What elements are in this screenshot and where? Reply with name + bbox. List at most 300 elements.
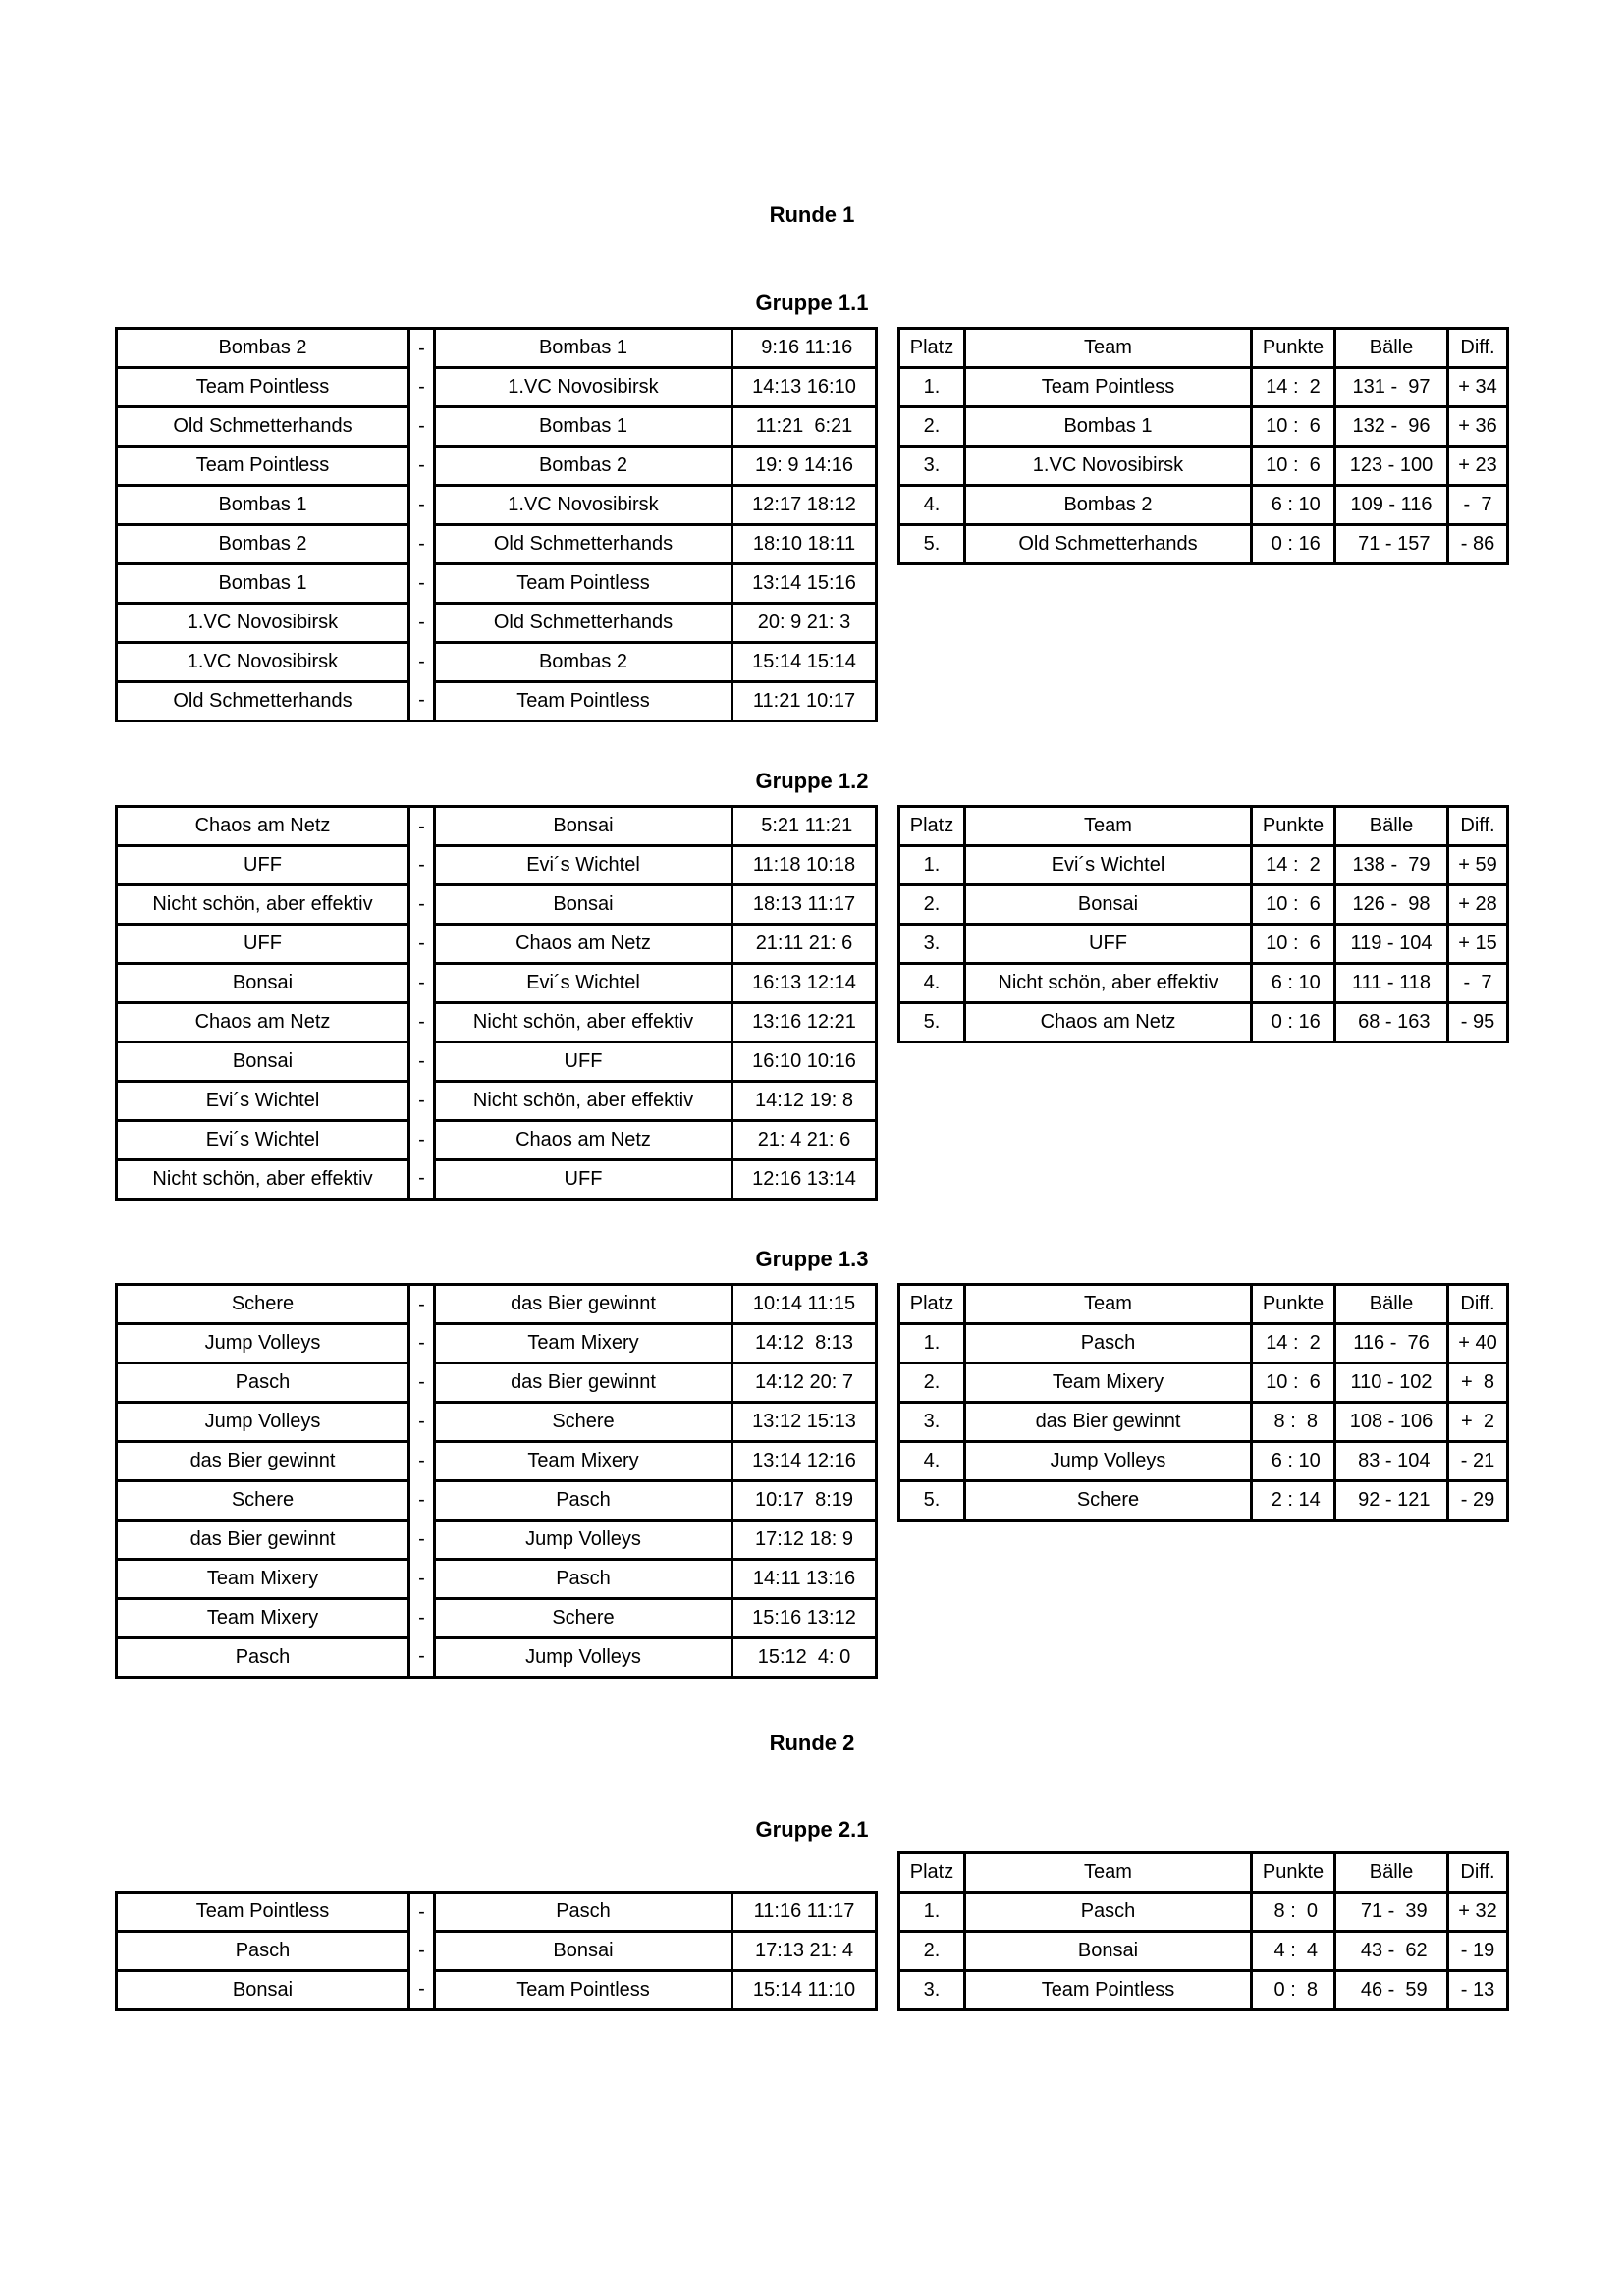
away-team: UFF	[435, 1160, 732, 1200]
header-diff: Diff.	[1448, 807, 1508, 846]
platz-cell: 5.	[899, 1481, 965, 1521]
match-row	[117, 1285, 877, 1324]
away-team: Team Pointless	[435, 564, 732, 604]
baelle-cell: 108 - 106	[1335, 1403, 1448, 1442]
platz-cell: 2.	[899, 885, 965, 925]
platz-cell: 5.	[899, 525, 965, 564]
away-team: Old Schmetterhands	[435, 604, 732, 643]
vs-dash: -	[409, 1324, 435, 1363]
diff-cell: - 95	[1448, 1003, 1508, 1042]
header-punkte: Punkte	[1252, 1853, 1335, 1893]
diff-cell: - 7	[1448, 964, 1508, 1003]
standings-row	[899, 407, 1508, 447]
group-1-2-tables	[115, 805, 1509, 1201]
match-row	[117, 1638, 877, 1678]
vs-dash: -	[409, 604, 435, 643]
team-cell: Schere	[965, 1481, 1252, 1521]
match-result: 15:14 15:14	[732, 643, 877, 682]
match-row	[117, 1481, 877, 1521]
home-team: Bombas 1	[117, 486, 409, 525]
away-team: Schere	[435, 1599, 732, 1638]
home-team: Team Mixery	[117, 1560, 409, 1599]
punkte-cell: 6 : 10	[1252, 964, 1335, 1003]
standings-header-row	[899, 329, 1508, 368]
header-diff: Diff.	[1448, 329, 1508, 368]
team-cell: das Bier gewinnt	[965, 1403, 1252, 1442]
header-baelle: Bälle	[1335, 329, 1448, 368]
away-team: Bombas 2	[435, 447, 732, 486]
baelle-cell: 116 - 76	[1335, 1324, 1448, 1363]
standings-row	[899, 925, 1508, 964]
match-result: 17:12 18: 9	[732, 1521, 877, 1560]
diff-cell: - 19	[1448, 1932, 1508, 1971]
vs-dash: -	[409, 1893, 435, 1932]
team-cell: Pasch	[965, 1893, 1252, 1932]
vs-dash: -	[409, 846, 435, 885]
group-heading-1-1: Gruppe 1.1	[755, 291, 869, 315]
baelle-cell: 71 - 157	[1335, 525, 1448, 564]
match-row	[117, 1599, 877, 1638]
match-row	[117, 1042, 877, 1082]
match-row	[117, 1082, 877, 1121]
match-row	[117, 1932, 877, 1971]
header-platz: Platz	[899, 329, 965, 368]
baelle-cell: 71 - 39	[1335, 1893, 1448, 1932]
header-platz: Platz	[899, 1853, 965, 1893]
baelle-cell: 138 - 79	[1335, 846, 1448, 885]
home-team: Team Pointless	[117, 368, 409, 407]
baelle-cell: 119 - 104	[1335, 925, 1448, 964]
standings-row	[899, 447, 1508, 486]
vs-dash: -	[409, 564, 435, 604]
match-result: 13:12 15:13	[732, 1403, 877, 1442]
diff-cell: + 32	[1448, 1893, 1508, 1932]
platz-cell: 2.	[899, 1932, 965, 1971]
match-row	[117, 525, 877, 564]
match-result: 12:17 18:12	[732, 486, 877, 525]
standings-table-2-1	[897, 1851, 1509, 2011]
standings-table-1-1	[897, 327, 1509, 565]
away-team: das Bier gewinnt	[435, 1363, 732, 1403]
home-team: Bombas 2	[117, 329, 409, 368]
match-result: 17:13 21: 4	[732, 1932, 877, 1971]
away-team: das Bier gewinnt	[435, 1285, 732, 1324]
platz-cell: 4.	[899, 964, 965, 1003]
away-team: Jump Volleys	[435, 1521, 732, 1560]
standings-row	[899, 368, 1508, 407]
match-result: 14:11 13:16	[732, 1560, 877, 1599]
home-team: 1.VC Novosibirsk	[117, 643, 409, 682]
match-result: 13:14 15:16	[732, 564, 877, 604]
vs-dash: -	[409, 1160, 435, 1200]
away-team: Chaos am Netz	[435, 1121, 732, 1160]
diff-cell: + 36	[1448, 407, 1508, 447]
home-team: Pasch	[117, 1638, 409, 1678]
match-row	[117, 1442, 877, 1481]
standings-row	[899, 1442, 1508, 1481]
vs-dash: -	[409, 1363, 435, 1403]
match-results-table-1-2	[115, 805, 878, 1201]
home-team: UFF	[117, 846, 409, 885]
away-team: Chaos am Netz	[435, 925, 732, 964]
away-team: Bombas 1	[435, 329, 732, 368]
vs-dash: -	[409, 885, 435, 925]
baelle-cell: 131 - 97	[1335, 368, 1448, 407]
vs-dash: -	[409, 447, 435, 486]
vs-dash: -	[409, 643, 435, 682]
match-result: 11:18 10:18	[732, 846, 877, 885]
punkte-cell: 14 : 2	[1252, 1324, 1335, 1363]
match-result: 15:12 4: 0	[732, 1638, 877, 1678]
punkte-cell: 10 : 6	[1252, 885, 1335, 925]
match-row	[117, 1971, 877, 2010]
away-team: 1.VC Novosibirsk	[435, 486, 732, 525]
baelle-cell: 109 - 116	[1335, 486, 1448, 525]
standings-row	[899, 1403, 1508, 1442]
diff-cell: - 7	[1448, 486, 1508, 525]
home-team: Old Schmetterhands	[117, 407, 409, 447]
vs-dash: -	[409, 368, 435, 407]
vs-dash: -	[409, 1521, 435, 1560]
home-team: Bombas 1	[117, 564, 409, 604]
team-cell: Team Mixery	[965, 1363, 1252, 1403]
away-team: Pasch	[435, 1481, 732, 1521]
team-cell: 1.VC Novosibirsk	[965, 447, 1252, 486]
vs-dash: -	[409, 1403, 435, 1442]
match-row	[117, 807, 877, 846]
away-team: Bombas 1	[435, 407, 732, 447]
away-team: Evi´s Wichtel	[435, 846, 732, 885]
home-team: Old Schmetterhands	[117, 682, 409, 721]
home-team: Chaos am Netz	[117, 1003, 409, 1042]
match-row	[117, 925, 877, 964]
match-result: 14:13 16:10	[732, 368, 877, 407]
platz-cell: 4.	[899, 1442, 965, 1481]
match-row	[117, 1160, 877, 1200]
standings-row	[899, 846, 1508, 885]
header-punkte: Punkte	[1252, 1285, 1335, 1324]
header-platz: Platz	[899, 807, 965, 846]
vs-dash: -	[409, 1638, 435, 1678]
home-team: Schere	[117, 1285, 409, 1324]
vs-dash: -	[409, 1042, 435, 1082]
match-row	[117, 486, 877, 525]
vs-dash: -	[409, 1121, 435, 1160]
match-result: 10:17 8:19	[732, 1481, 877, 1521]
match-row	[117, 1521, 877, 1560]
standings-row	[899, 1003, 1508, 1042]
match-result: 16:10 10:16	[732, 1042, 877, 1082]
header-baelle: Bälle	[1335, 1853, 1448, 1893]
standings-row	[899, 1481, 1508, 1521]
vs-dash: -	[409, 1971, 435, 2010]
baelle-cell: 110 - 102	[1335, 1363, 1448, 1403]
away-team: Old Schmetterhands	[435, 525, 732, 564]
match-result: 9:16 11:16	[732, 329, 877, 368]
standings-row	[899, 525, 1508, 564]
away-team: Bombas 2	[435, 643, 732, 682]
punkte-cell: 10 : 6	[1252, 447, 1335, 486]
match-result: 18:10 18:11	[732, 525, 877, 564]
match-result: 14:12 19: 8	[732, 1082, 877, 1121]
vs-dash: -	[409, 964, 435, 1003]
punkte-cell: 6 : 10	[1252, 1442, 1335, 1481]
diff-cell: - 13	[1448, 1971, 1508, 2010]
match-row	[117, 1003, 877, 1042]
home-team: Nicht schön, aber effektiv	[117, 885, 409, 925]
punkte-cell: 8 : 0	[1252, 1893, 1335, 1932]
match-result: 20: 9 21: 3	[732, 604, 877, 643]
away-team: Team Mixery	[435, 1324, 732, 1363]
platz-cell: 1.	[899, 1893, 965, 1932]
match-row	[117, 1403, 877, 1442]
away-team: Schere	[435, 1403, 732, 1442]
platz-cell: 1.	[899, 368, 965, 407]
header-team: Team	[965, 1853, 1252, 1893]
platz-cell: 3.	[899, 447, 965, 486]
vs-dash: -	[409, 525, 435, 564]
away-team: 1.VC Novosibirsk	[435, 368, 732, 407]
punkte-cell: 8 : 8	[1252, 1403, 1335, 1442]
match-row	[117, 368, 877, 407]
standings-row	[899, 1932, 1508, 1971]
platz-cell: 5.	[899, 1003, 965, 1042]
punkte-cell: 14 : 2	[1252, 846, 1335, 885]
header-team: Team	[965, 329, 1252, 368]
home-team: Chaos am Netz	[117, 807, 409, 846]
standings-header-row	[899, 807, 1508, 846]
match-result: 5:21 11:21	[732, 807, 877, 846]
team-cell: Team Pointless	[965, 368, 1252, 407]
diff-cell: + 59	[1448, 846, 1508, 885]
match-results-table-1-1	[115, 327, 878, 722]
away-team: Bonsai	[435, 807, 732, 846]
match-result: 10:14 11:15	[732, 1285, 877, 1324]
diff-cell: + 15	[1448, 925, 1508, 964]
vs-dash: -	[409, 925, 435, 964]
home-team: Pasch	[117, 1363, 409, 1403]
header-baelle: Bälle	[1335, 1285, 1448, 1324]
match-row	[117, 885, 877, 925]
vs-dash: -	[409, 329, 435, 368]
header-team: Team	[965, 807, 1252, 846]
match-row	[117, 564, 877, 604]
away-team: Bonsai	[435, 1932, 732, 1971]
vs-dash: -	[409, 1082, 435, 1121]
away-team: Bonsai	[435, 885, 732, 925]
vs-dash: -	[409, 1560, 435, 1599]
match-results-table-2-1	[115, 1891, 878, 2011]
punkte-cell: 2 : 14	[1252, 1481, 1335, 1521]
away-team: Team Pointless	[435, 1971, 732, 2010]
team-cell: Bonsai	[965, 885, 1252, 925]
vs-dash: -	[409, 1003, 435, 1042]
team-cell: Jump Volleys	[965, 1442, 1252, 1481]
header-platz: Platz	[899, 1285, 965, 1324]
vs-dash: -	[409, 807, 435, 846]
baelle-cell: 83 - 104	[1335, 1442, 1448, 1481]
match-row	[117, 643, 877, 682]
home-team: Pasch	[117, 1932, 409, 1971]
match-row	[117, 1363, 877, 1403]
vs-dash: -	[409, 1285, 435, 1324]
match-row	[117, 1893, 877, 1932]
baelle-cell: 46 - 59	[1335, 1971, 1448, 2010]
punkte-cell: 10 : 6	[1252, 407, 1335, 447]
baelle-cell: 92 - 121	[1335, 1481, 1448, 1521]
header-team: Team	[965, 1285, 1252, 1324]
baelle-cell: 123 - 100	[1335, 447, 1448, 486]
team-cell: Chaos am Netz	[965, 1003, 1252, 1042]
match-row	[117, 604, 877, 643]
match-result: 11:21 10:17	[732, 682, 877, 721]
group-heading-1-2: Gruppe 1.2	[755, 769, 869, 793]
standings-table-1-2	[897, 805, 1509, 1043]
platz-cell: 3.	[899, 1971, 965, 2010]
match-row	[117, 329, 877, 368]
away-team: Team Mixery	[435, 1442, 732, 1481]
away-team: Nicht schön, aber effektiv	[435, 1003, 732, 1042]
team-cell: Nicht schön, aber effektiv	[965, 964, 1252, 1003]
away-team: UFF	[435, 1042, 732, 1082]
home-team: Jump Volleys	[117, 1324, 409, 1363]
team-cell: Old Schmetterhands	[965, 525, 1252, 564]
away-team: Jump Volleys	[435, 1638, 732, 1678]
group-1-3-tables	[115, 1283, 1509, 1679]
header-baelle: Bälle	[1335, 807, 1448, 846]
match-row	[117, 407, 877, 447]
match-result: 13:16 12:21	[732, 1003, 877, 1042]
match-result: 15:14 11:10	[732, 1971, 877, 2010]
platz-cell: 1.	[899, 1324, 965, 1363]
home-team: Bonsai	[117, 1042, 409, 1082]
match-row	[117, 846, 877, 885]
vs-dash: -	[409, 1932, 435, 1971]
match-row	[117, 682, 877, 721]
home-team: Bombas 2	[117, 525, 409, 564]
home-team: 1.VC Novosibirsk	[117, 604, 409, 643]
standings-row	[899, 1363, 1508, 1403]
team-cell: Evi´s Wichtel	[965, 846, 1252, 885]
baelle-cell: 111 - 118	[1335, 964, 1448, 1003]
round-2-title: Runde 2	[769, 1731, 855, 1755]
match-result: 14:12 8:13	[732, 1324, 877, 1363]
diff-cell: + 23	[1448, 447, 1508, 486]
standings-row	[899, 885, 1508, 925]
punkte-cell: 0 : 16	[1252, 1003, 1335, 1042]
tournament-sheet	[115, 0, 1509, 2011]
header-diff: Diff.	[1448, 1853, 1508, 1893]
punkte-cell: 10 : 6	[1252, 1363, 1335, 1403]
home-team: Evi´s Wichtel	[117, 1082, 409, 1121]
match-result: 16:13 12:14	[732, 964, 877, 1003]
home-team: Nicht schön, aber effektiv	[117, 1160, 409, 1200]
match-result: 21:11 21: 6	[732, 925, 877, 964]
platz-cell: 2.	[899, 407, 965, 447]
platz-cell: 4.	[899, 486, 965, 525]
diff-cell: + 28	[1448, 885, 1508, 925]
baelle-cell: 43 - 62	[1335, 1932, 1448, 1971]
header-diff: Diff.	[1448, 1285, 1508, 1324]
platz-cell: 3.	[899, 925, 965, 964]
match-result: 14:12 20: 7	[732, 1363, 877, 1403]
away-team: Team Pointless	[435, 682, 732, 721]
punkte-cell: 0 : 8	[1252, 1971, 1335, 2010]
team-cell: Bombas 1	[965, 407, 1252, 447]
baelle-cell: 132 - 96	[1335, 407, 1448, 447]
match-result: 11:21 6:21	[732, 407, 877, 447]
team-cell: Team Pointless	[965, 1971, 1252, 2010]
diff-cell: + 40	[1448, 1324, 1508, 1363]
platz-cell: 3.	[899, 1403, 965, 1442]
match-row	[117, 1121, 877, 1160]
away-team: Evi´s Wichtel	[435, 964, 732, 1003]
platz-cell: 2.	[899, 1363, 965, 1403]
standings-row	[899, 1324, 1508, 1363]
match-results-table-1-3	[115, 1283, 878, 1679]
diff-cell: + 8	[1448, 1363, 1508, 1403]
punkte-cell: 14 : 2	[1252, 368, 1335, 407]
match-row	[117, 964, 877, 1003]
group-heading-1-3: Gruppe 1.3	[755, 1247, 869, 1271]
match-row	[117, 1324, 877, 1363]
home-team: Team Mixery	[117, 1599, 409, 1638]
home-team: Schere	[117, 1481, 409, 1521]
round-1-title: Runde 1	[769, 202, 855, 227]
away-team: Nicht schön, aber effektiv	[435, 1082, 732, 1121]
home-team: Jump Volleys	[117, 1403, 409, 1442]
match-result: 19: 9 14:16	[732, 447, 877, 486]
home-team: Team Pointless	[117, 447, 409, 486]
punkte-cell: 4 : 4	[1252, 1932, 1335, 1971]
standings-row	[899, 1893, 1508, 1932]
away-team: Pasch	[435, 1893, 732, 1932]
away-team: Pasch	[435, 1560, 732, 1599]
team-cell: UFF	[965, 925, 1252, 964]
diff-cell: + 2	[1448, 1403, 1508, 1442]
vs-dash: -	[409, 1599, 435, 1638]
standings-header-row	[899, 1285, 1508, 1324]
home-team: Evi´s Wichtel	[117, 1121, 409, 1160]
home-team: das Bier gewinnt	[117, 1442, 409, 1481]
match-row	[117, 447, 877, 486]
vs-dash: -	[409, 1442, 435, 1481]
diff-cell: - 86	[1448, 525, 1508, 564]
platz-cell: 1.	[899, 846, 965, 885]
match-row	[117, 1560, 877, 1599]
diff-cell: - 21	[1448, 1442, 1508, 1481]
match-result: 18:13 11:17	[732, 885, 877, 925]
team-cell: Pasch	[965, 1324, 1252, 1363]
home-team: Bonsai	[117, 964, 409, 1003]
match-result: 11:16 11:17	[732, 1893, 877, 1932]
baelle-cell: 126 - 98	[1335, 885, 1448, 925]
team-cell: Bombas 2	[965, 486, 1252, 525]
home-team: Bonsai	[117, 1971, 409, 2010]
standings-header-row	[899, 1853, 1508, 1893]
home-team: Team Pointless	[117, 1893, 409, 1932]
vs-dash: -	[409, 682, 435, 721]
match-result: 12:16 13:14	[732, 1160, 877, 1200]
match-result: 15:16 13:12	[732, 1599, 877, 1638]
group-heading-2-1: Gruppe 2.1	[755, 1817, 869, 1842]
baelle-cell: 68 - 163	[1335, 1003, 1448, 1042]
vs-dash: -	[409, 407, 435, 447]
standings-row	[899, 1971, 1508, 2010]
vs-dash: -	[409, 1481, 435, 1521]
match-result: 21: 4 21: 6	[732, 1121, 877, 1160]
home-team: UFF	[117, 925, 409, 964]
